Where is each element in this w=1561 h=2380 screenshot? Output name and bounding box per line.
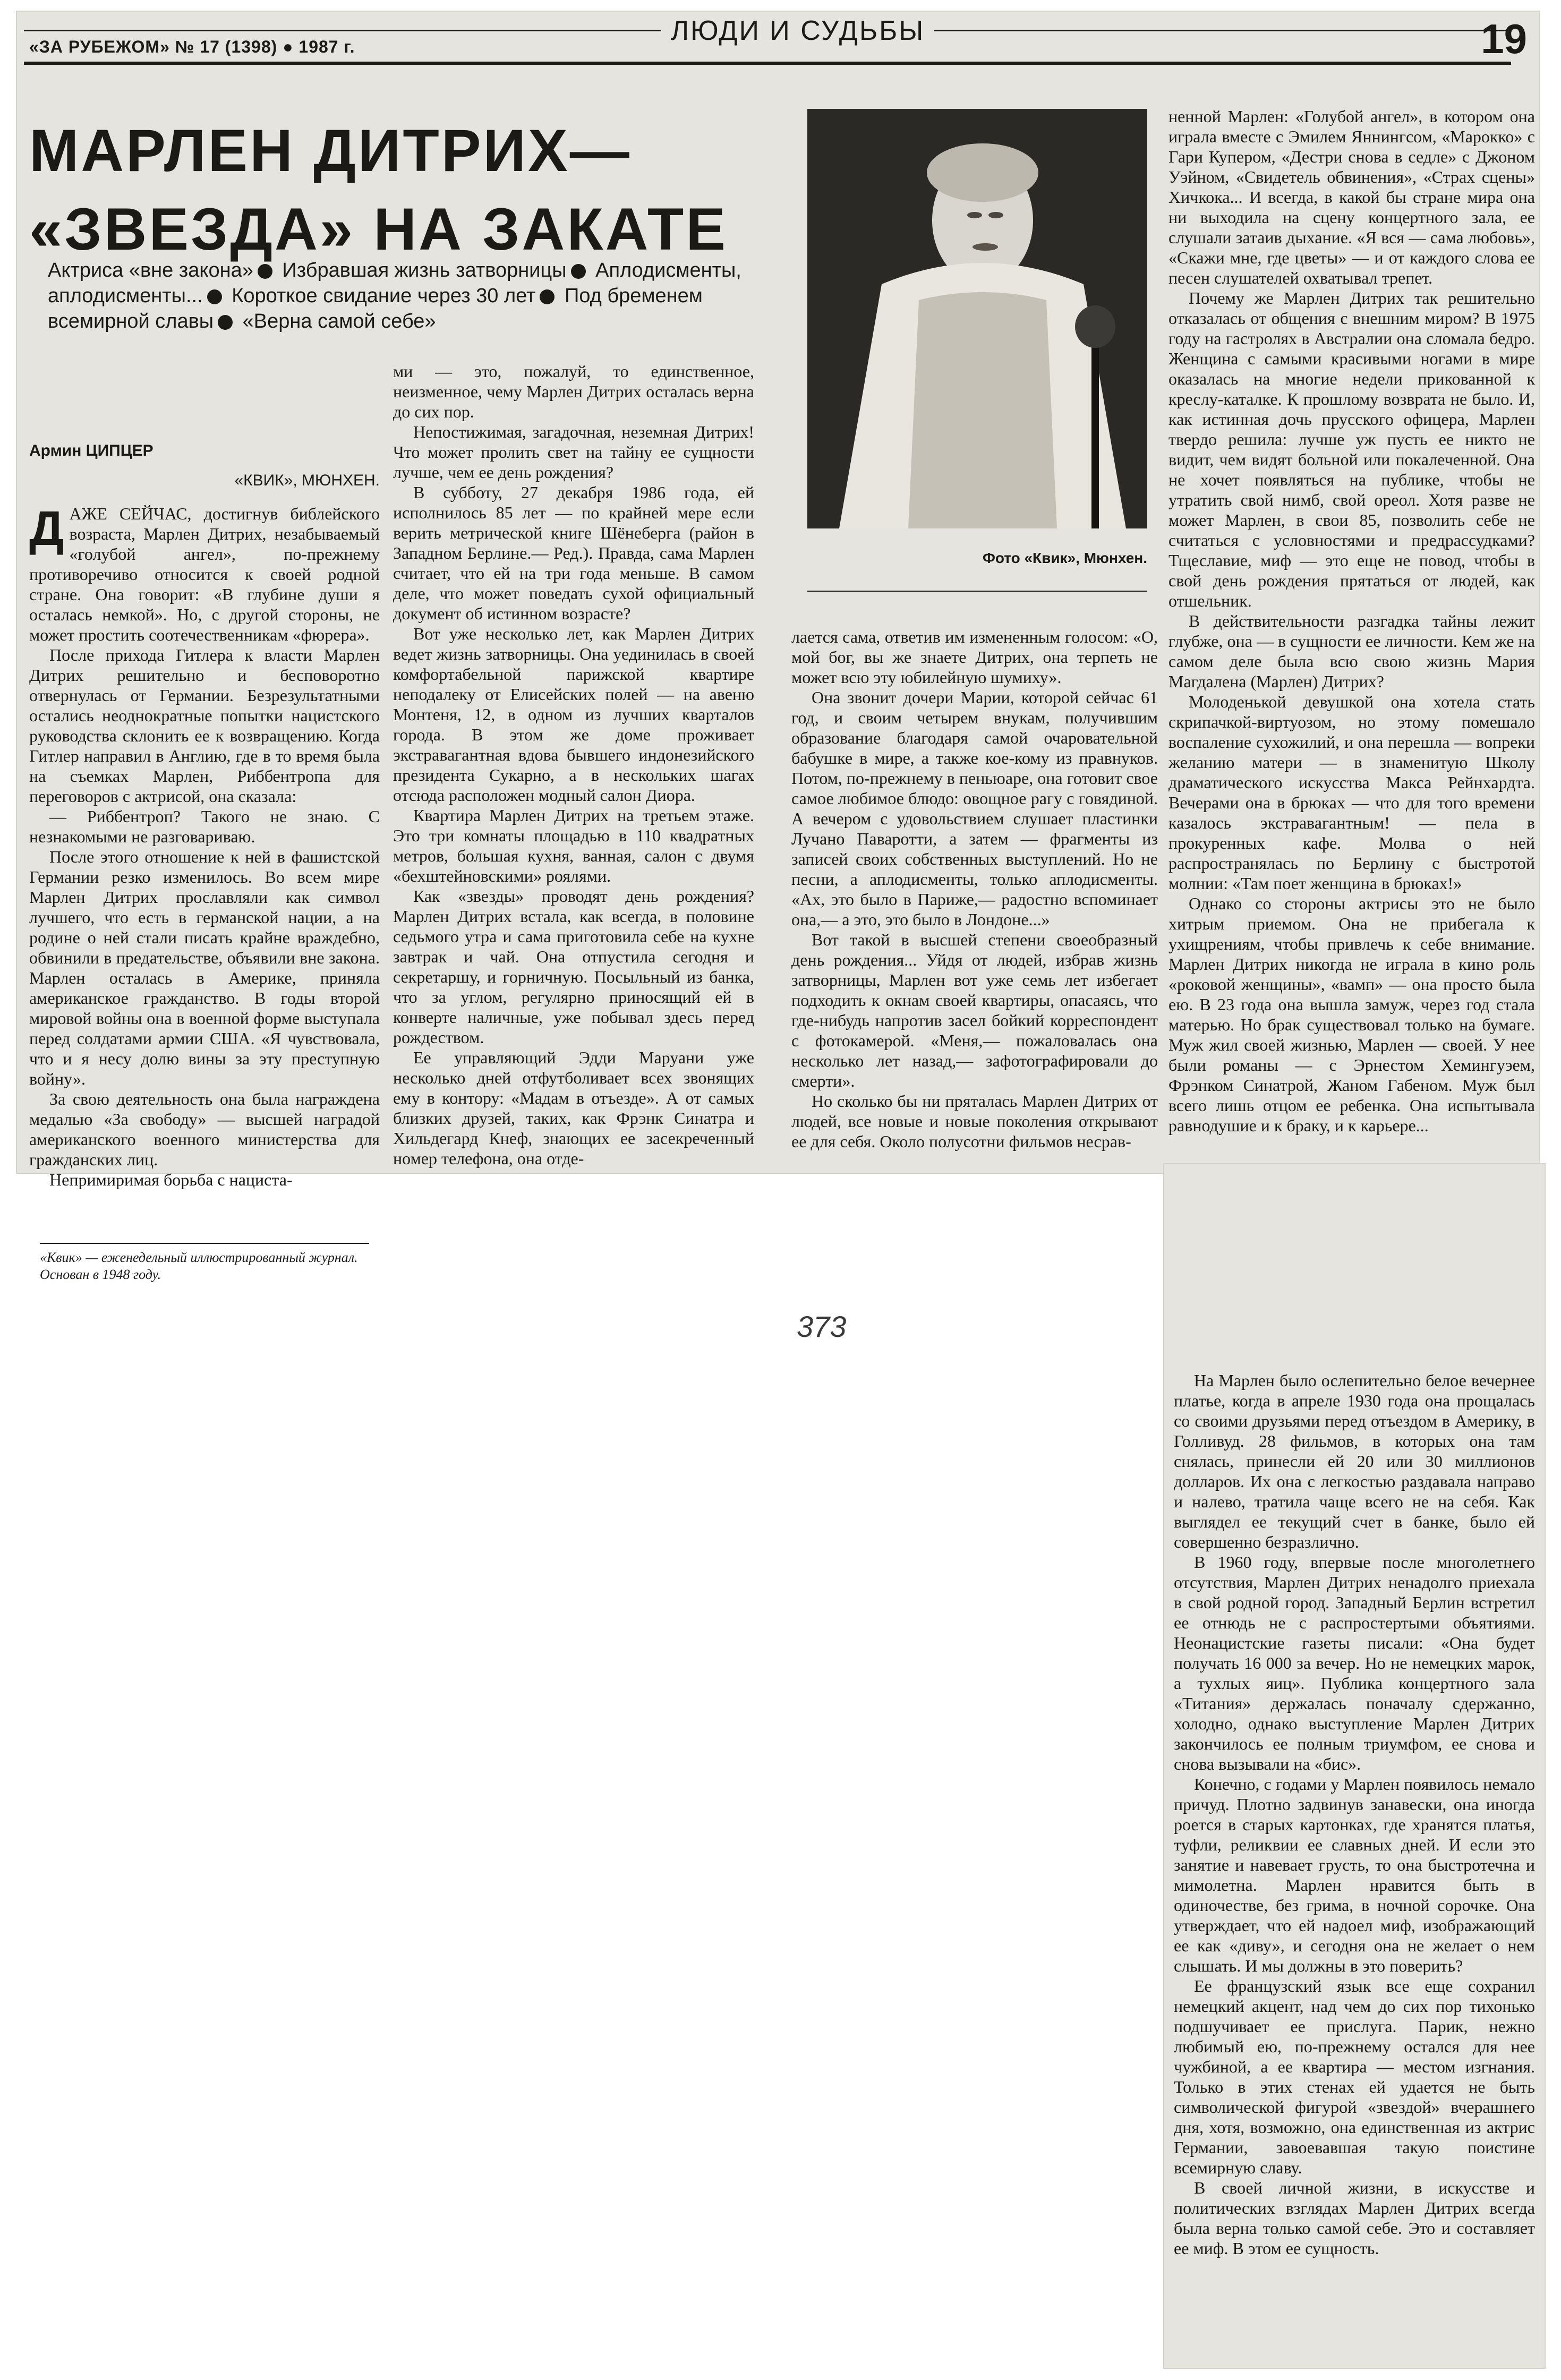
paragraph: ненной Марлен: «Голубой ангел», в котором она играла вместе с Эмилем Яннингсом, «Марокко» с Гари Купером, «Дестри снова в седле» с Джоном Уэйном, «Свидетель обвинения», «Страх сцены» Хичкока... И всегда, в какой бы стране мира она ни выходила на сцену концертного зала, ее слушали затаив дыхание. «Я вся — сама любовь», «Скажи мне, где цветы» — и от каждого слова ее песен слушателей охватывал трепет. [1168,107,1535,287]
headline [29,112,783,269]
author-byline: Армин ЦИПЦЕР [29,442,153,459]
paragraph: Как «звезды» проводят день рождения? Марлен Дитрих встала, как всегда, в половине седьмого утра и сама приготовила себе на кухне завтрак и чай. Она отпустила сегодня и секретаршу, и горничную. Посыльный из банка, что за углом, регулярно приносящий ей в конверте наличные, уже побывал здесь перед рождеством. [393,886,754,1047]
paragraph: В 1960 году, впервые после многолетнего отсутствия, Марлен Дитрих ненадолго приехала в свой родной город. Западный Берлин встретил ее отнюдь не с распростертыми объятиями. Неонацистские газеты писали: «Она будет получать 16 000 за вечер. Но не немецких марок, а тухлых яиц». Публика концертного зала «Титания» держалась поначалу сдержанно, холодно, однако выступление Марлен Дитрих закончилось ее полным триумфом, ее снова и снова вызывали на «бис». [1174,1552,1535,1773]
bullet-icon [258,264,272,279]
headline-line-2: «ЗВЕЗДА» НА ЗАКАТЕ [29,196,728,262]
photo-caption: Фото «Квик», Мюнхен. [982,550,1147,566]
paragraph: Непримиримая борьба с нациста- [49,1170,293,1189]
lead-item: «Верна самой себе» [242,310,436,332]
photo-rule [807,591,1147,592]
paragraph: Она звонит дочери Марии, которой сейчас 61 год, и своим четырем внукам, получившим образование благодаря самой очаровательной бабушке в мире, а также кое-кому из правнуков. Потом, по-прежнему в пеньюаре, она готовит свое самое любимое блюдо: овощное рагу с говядиной. А вечером с удовольствием слушает пластинки Лучано Паваротти, а затем — фрагменты из записей своих собственных выступлений. Но не песни, а аплодисменты, только аплодисменты. «Ах, это было в Париже,— радостно вспоминает она,— а это, это было в Лондоне...» [791,688,1158,929]
bullet-icon [218,315,233,330]
masthead [24,15,1538,63]
paragraph: Вот уже несколько лет, как Марлен Дитрих ведет жизнь затворницы. Она уединилась в своей комфортабельной парижской квартире неподалеку от Елисейских полей — на авеню Монтеня, 12, в одном из лучших кварталов города. В этом же доме проживает экстравагантная вдова бывшего индонезийского президента Сукарно, а в нескольких шагах отсюда расположен модный салон Диора. [393,624,754,805]
paragraph: Ее французский язык все еще сохранил немецкий акцент, над чем до сих пор тихонько подшучивает ее прислуга. Парик, нежно любимый ею, по-прежнему остался для нее чужбиной, а ее квартира — местом изгнания. Только в этих стенах ей удается не быть символической фигурой «звездой» вчерашнего дня, хотя, возможно, она единственная из актрис Германии, завоевавшая такую поистине всемирную славу. [1174,1976,1535,2177]
lead-summary [48,258,770,334]
portrait-photo [807,109,1147,528]
article-column-2 [393,361,754,1168]
paragraph: — Риббентроп? Такого не знаю. С незнакомыми не разговариваю. [29,807,380,846]
headline-line-1: МАРЛЕН ДИТРИХ— [29,117,632,184]
paragraph: Квартира Марлен Дитрих на третьем этаже. Это три комнаты площадью в 110 квадратных метров, большая кухня, ванная, салон с двумя «бехштейновскими» роялями. [393,806,754,885]
paragraph: За свою деятельность она была награждена медалью «За свободу» — высшей наградой американского военного министерства для гражданских лиц. [29,1089,380,1169]
lead-item: Актриса «вне закона» [48,259,253,281]
paragraph: Ее управляющий Эдди Маруани уже несколько дней отфутболивает всех звонящих ему в контору: «Мадам в отъезде». А от самых близких друзей, таких, как Фрэнк Синатра и Хильдегард Кнеф, знающих ее засекреченный номер телефона, она отде- [393,1048,754,1168]
lead-item: Аплодисменты, аплодисменты... [48,259,741,307]
paragraph: Но сколько бы ни пряталась Марлен Дитрих от людей, все новые и новые поколения открывают ее для себя. Около полусотни фильмов несрав- [791,1091,1158,1151]
paragraph: Почему же Марлен Дитрих так решительно отказалась от общения с внешним миром? В 1975 году на гастролях в Австралии она сломала бедро. Женщина с самыми красивыми ногами в мире оказалась на многие недели прикованной к креслу-каталке. К прошлому возврата не было. И, как истинная дочь прусского офицера, Марлен твердо решила: лучше уж пусть ее никто не видит, чем видят больной или покалеченной. Она не хочет появляться на публике, чтобы не утратить свой нимб, свой ореол. Хотя разве не может Марлен, в свои 85, позволить себе не считаться с условностями и предрассудками? Тщеславие, миф — это еще не повод, чтобы в свой день рождения прятаться от людей, как отшельник. [1168,288,1535,610]
drop-cap: Д [29,501,64,556]
paragraph: АЖЕ СЕЙЧАС, достигнув библейского возраста, Марлен Дитрих, незабываемый «голубой ангел», по-прежнему противоречиво относится к своей родной стране. Она говорит: «В глубине души я осталась немкой». Но, с другой стороны, не может простить соотечественникам «фюрера». [29,504,380,644]
lead-item: Под бременем всемирной славы [48,285,703,332]
masthead-rule-bottom [24,62,1511,65]
paragraph: Конечно, с годами у Марлен появилось немало причуд. Плотно задвинув занавески, она иногда роется в старых картонках, где хранятся платья, туфли, реликвии ее славных дней. И если это занятие и навевает грусть, то она быстротечна и мимолетна. Марлен нравится быть в одиночестве, без грима, в ночной сорочке. Она утверждает, что ей надоел миф, изображающий ее как «диву», и сегодня она не желает о нем слышать. И мы должны в это поверить? [1174,1775,1535,1975]
lead-item: Избравшая жизнь затворницы [282,259,567,281]
rubric-title: ЛЮДИ И СУДЬБЫ [661,15,934,47]
article-column-4 [1168,106,1535,1136]
dateline: «КВИК», МЮНХЕН. [234,472,380,489]
article-column-1 [29,441,380,1190]
page-number: 19 [1481,15,1527,62]
paragraph: На Марлен было ослепительно белое вечернее платье, когда в апреле 1930 года она прощалась со своими друзьями перед отъездом в Америку, в Голливуд. 28 фильмов, в которых она там снялась, принесли ей 20 или 30 миллионов долларов. Их она с легкостью раздавала направо и налево, тратила чаще всего не на себя. Как выглядел ее текущий счет в банке, было ей совершенно безразлично. [1174,1371,1535,1551]
footnote: «Квик» — еженедельный иллюстрированный журнал. Основан в 1948 году. [40,1243,369,1283]
article-column-continuation [1174,1370,1535,2258]
lead-item: Короткое свидание через 30 лет [232,285,536,307]
paragraph: В своей личной жизни, в искусстве и политических взглядах Марлен Дитрих всегда была верна только самой себе. Это и составляет ее миф. В этом ее сущность. [1174,2178,1535,2258]
bullet-icon [207,289,222,304]
bullet-icon [571,264,586,279]
paragraph: Вот такой в высшей степени своеобразный день рождения... Уйдя от людей, избрав жизнь затворницы, Марлен вот уже семь лет избегает подходить к окнам своей квартиры, опасаясь, что где-нибудь напротив засел бойкий корреспондент с фотокамерой. «Меня,— пожаловалась она несколько лет назад,— зафотографировали до смерти». [791,930,1158,1090]
portrait-illustration [807,109,1147,528]
paragraph: В субботу, 27 декабря 1986 года, ей исполнилось 85 лет — по крайней мере если верить метрической книге Шёнеберга (район в Западном Берлине.— Ред.). Правда, сама Марлен считает, что ей на три года меньше. В самом деле, что может поведать сухой официальный документ об истинном возрасте? [393,483,754,623]
paragraph: После прихода Гитлера к власти Марлен Дитрих решительно и бесповоротно отвернулась от Германии. Безрезультатными остались неоднократные попытки нацистского руководства склонить ее к возвращению. Когда Гитлер направил в Англию, где в то время была на съемках Марлен, Риббентропа для переговоров с актрисой, она сказала: [29,645,380,806]
handwritten-note: 373 [797,1310,847,1343]
issue-label: «ЗА РУБЕЖОМ» № 17 (1398) ● 1987 г. [29,37,355,56]
article-column-3 [791,627,1158,1151]
paragraph: лается сама, ответив им измененным голосом: «О, мой бог, вы же знаете Дитрих, она терпеть не может всю эту юбилейную шумиху». [791,627,1158,687]
paragraph: ми — это, пожалуй, то единственное, неизменное, чему Марлен Дитрих осталась верна до сих пор. [393,362,754,421]
paragraph: Молоденькой девушкой она хотела стать скрипачкой-виртуозом, но этому помешало воспаление сухожилий, и она перешла — вопреки желанию матери — в знаменитую Школу драматического искусства Макса Рейнхардта. Вечерами она в брюках — что для того времени казалось экстравагантным! — пела в прокуренных кафе. Молва о ней распространялась по Берлину с быстротой молнии: «Там поет женщина в брюках!» [1168,692,1535,893]
paragraph: После этого отношение к ней в фашистской Германии резко изменилось. Во всем мире Марлен Дитрих прославляли как символ лучшего, что есть в германской нации, а на родине о ней стали писать крайне враждебно, обвинили в предательстве, объявили вне закона. Марлен осталась в Америке, приняла американское гражданство. В годы второй мировой войны она в военной форме выступала перед солдатами армии США. «Я чувствовала, что и я несу долю вины за эту преступную войну». [29,847,380,1088]
bullet-icon [540,289,555,304]
paragraph: В действительности разгадка тайны лежит глубже, она — в сущности ее личности. Кем же на самом деле была всю свою жизнь Мария Магдалена (Марлен) Дитрих? [1168,611,1535,691]
paragraph: Однако со стороны актрисы это не было хитрым приемом. Она не прибегала к ухищрениям, чтобы привлечь к себе внимание. Марлен Дитрих никогда не играла в кино роль «роковой женщины», «вамп» — она просто была ею. В 23 года она вышла замуж, через год стала матерью. Но брак существовал только на бумаге. Муж жил своей жизнью, Марлен — своей. У нее были романы — с Эрнестом Хемингуэем, Фрэнком Синатрой, Жаном Габеном. Муж был всего лишь отцом ее ребенка. Она испытывала равнодушие и к браку, и к карьере... [1168,894,1535,1135]
paragraph: Непостижимая, загадочная, неземная Дитрих! Что может пролить свет на тайну ее сущности лучше, чем ее день рождения? [393,422,754,482]
